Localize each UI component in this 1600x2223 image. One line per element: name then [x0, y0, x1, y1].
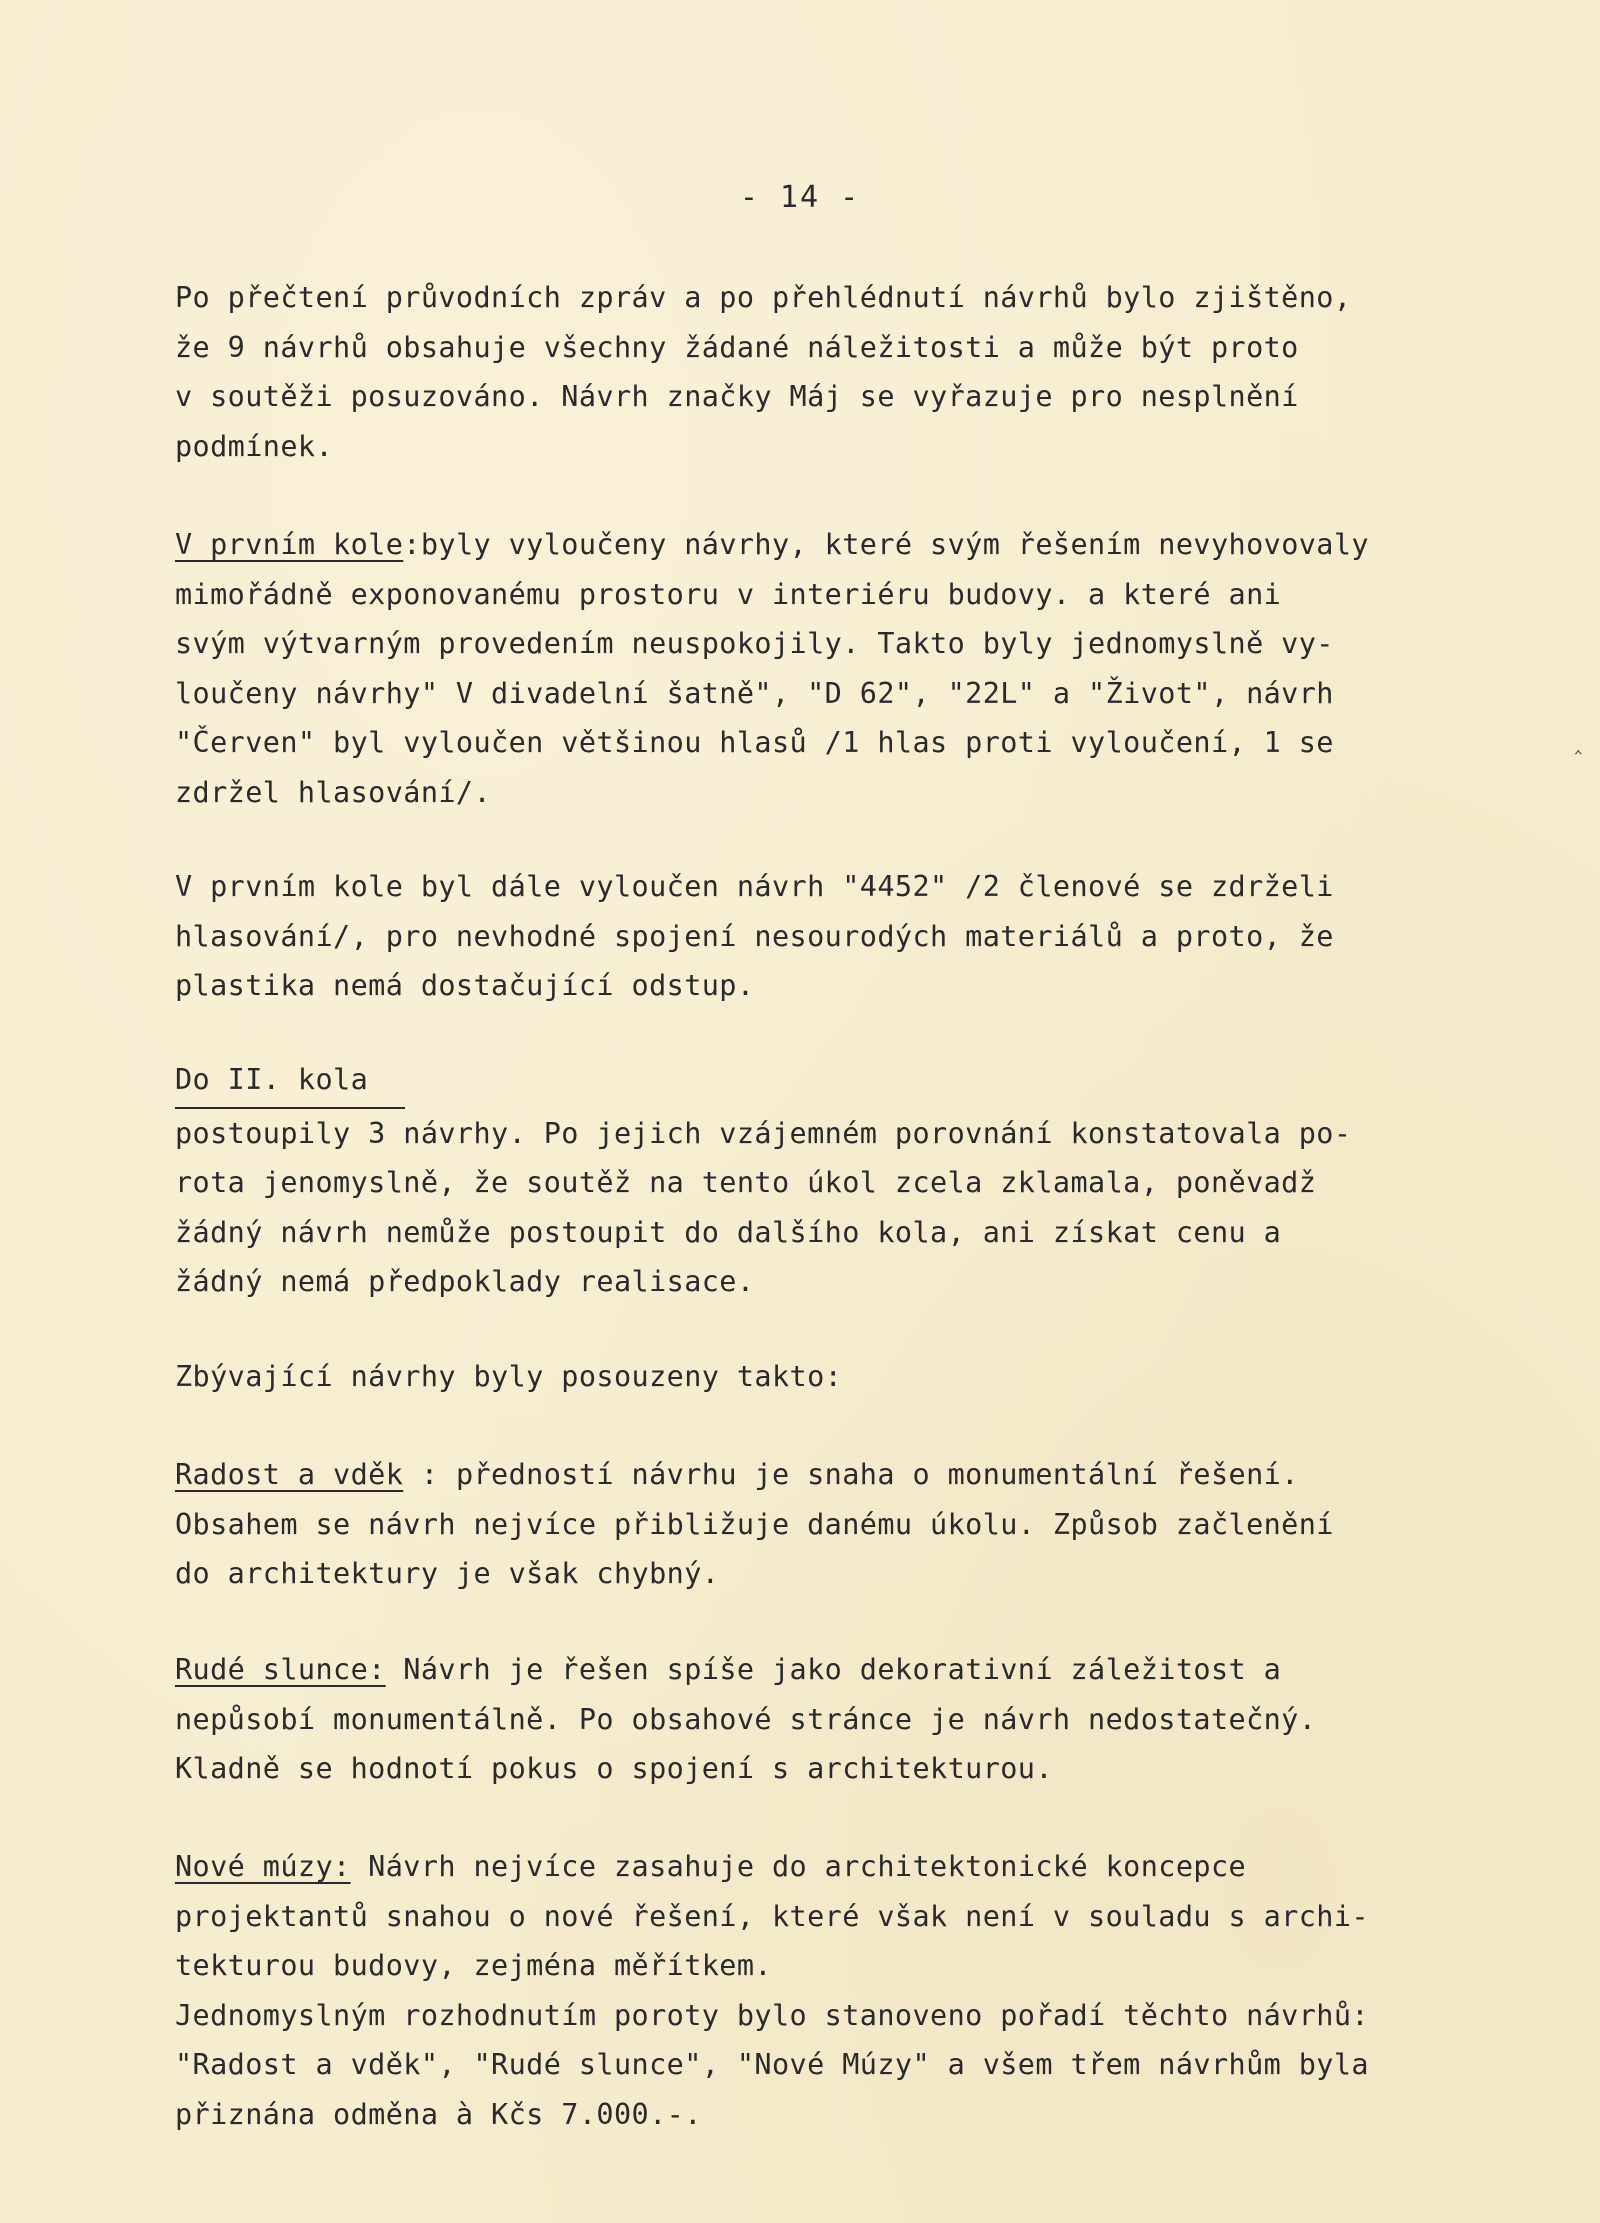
paragraph-intro: [175, 273, 1515, 471]
text-line: že 9 návrhů obsahuje všechny žádané náležitosti a může být proto: [175, 330, 1299, 364]
section-heading-second-round: Do II. kola: [175, 1055, 405, 1109]
paragraph-remaining: [175, 1352, 1515, 1402]
paragraph-second-round: [175, 1055, 1515, 1307]
text-line: přiznána odměna à Kčs 7.000.-.: [175, 2097, 702, 2131]
text-line: nepůsobí monumentálně. Po obsahové stránce je návrh nedostatečný.: [175, 1702, 1317, 1736]
section-label-first-round: V prvním kole: [175, 528, 404, 561]
text-line: Po přečtení průvodních zpráv a po přehlédnutí návrhů bylo zjištěno,: [175, 281, 1352, 314]
text-line: Jednomyslným rozhodnutím poroty bylo stanoveno pořadí těchto návrhů:: [175, 1998, 1369, 2032]
text-fragment: : předností návrhu je snaha o monumentální řešení.: [403, 1458, 1299, 1491]
text-line: žádný návrh nemůže postoupit do dalšího kola, ani získat cenu a: [175, 1215, 1282, 1249]
paragraph-nove-muzy: [175, 1842, 1515, 2139]
text-line: Kladně se hodnotí pokus o spojení s architekturou.: [175, 1752, 1053, 1785]
text-line: hlasování/, pro nevhodné spojení nesourodých materiálů a proto, že: [175, 919, 1334, 953]
text-fragment: Návrh je řešen spíše jako dekorativní záležitost a: [385, 1653, 1282, 1686]
text-fragment: Návrh nejvíce zasahuje do architektonické koncepce: [350, 1850, 1247, 1883]
text-line: Obsahem se návrh nejvíce přibližuje danému úkolu. Způsob začlenění: [175, 1507, 1334, 1541]
page-number: - 14 -: [739, 180, 861, 215]
text-line: zdržel hlasování/.: [175, 775, 492, 809]
paragraph-radost-a-vdek: [175, 1450, 1515, 1599]
margin-mark: ‸: [1574, 730, 1582, 755]
text-line: plastika nemá dostačující odstup.: [175, 969, 755, 1002]
paragraph-rude-slunce: [175, 1645, 1515, 1794]
entry-label-radost-a-vdek: Radost a vděk: [175, 1458, 404, 1491]
text-line: svým výtvarným provedením neuspokojily. Takto byly jednomyslně vy-: [175, 627, 1334, 660]
paragraph-first-round: [175, 520, 1515, 817]
text-line: "Radost a vděk", "Rudé slunce", "Nové Múzy" a všem třem návrhům byla: [175, 2048, 1369, 2081]
text-line: postoupily 3 návrhy. Po jejich vzájemném porovnání konstatovala po-: [175, 1116, 1352, 1150]
text-line: Zbývající návrhy byly posouzeny takto:: [175, 1360, 843, 1393]
text-line: mimořádně exponovanému prostoru v interiéru budovy. a které ani: [175, 577, 1282, 611]
text-line: [175, 1645, 1515, 1695]
text-line: do architektury je však chybný.: [175, 1557, 720, 1590]
text-line: [175, 1450, 1515, 1500]
text-line: podmínek.: [175, 429, 334, 463]
text-fragment: :byly vyloučeny návrhy, které svým řešením nevyhovovaly: [403, 528, 1369, 561]
text-line: žádný nemá předpoklady realisace.: [175, 1265, 755, 1298]
text-line: loučeny návrhy" V divadelní šatně", "D 62", "22L" a "Život", návrh: [175, 676, 1334, 710]
text-line: v soutěži posuzováno. Návrh značky Máj se vyřazuje pro nesplnění: [175, 380, 1299, 413]
entry-label-nove-muzy: Nové múzy:: [175, 1850, 351, 1883]
text-line: [175, 1055, 1515, 1109]
entry-label-rude-slunce: Rudé slunce:: [175, 1653, 386, 1686]
text-line: "Červen" byl vyloučen většinou hlasů /1 hlas proti vyloučení, 1 se: [175, 726, 1334, 759]
paragraph-excluded-4452: [175, 862, 1515, 1011]
text-line: [175, 520, 1515, 570]
text-line: [175, 1842, 1515, 1892]
text-line: tekturou budovy, zejména měřítkem.: [175, 1949, 772, 1982]
text-line: rota jenomyslně, že soutěž na tento úkol zcela zklamala, poněvadž: [175, 1166, 1317, 1199]
text-line: projektantů snahou o nové řešení, které však není v souladu s archi-: [175, 1899, 1369, 1933]
text-line: V prvním kole byl dále vyloučen návrh "4452" /2 členové se zdrželi: [175, 870, 1334, 903]
